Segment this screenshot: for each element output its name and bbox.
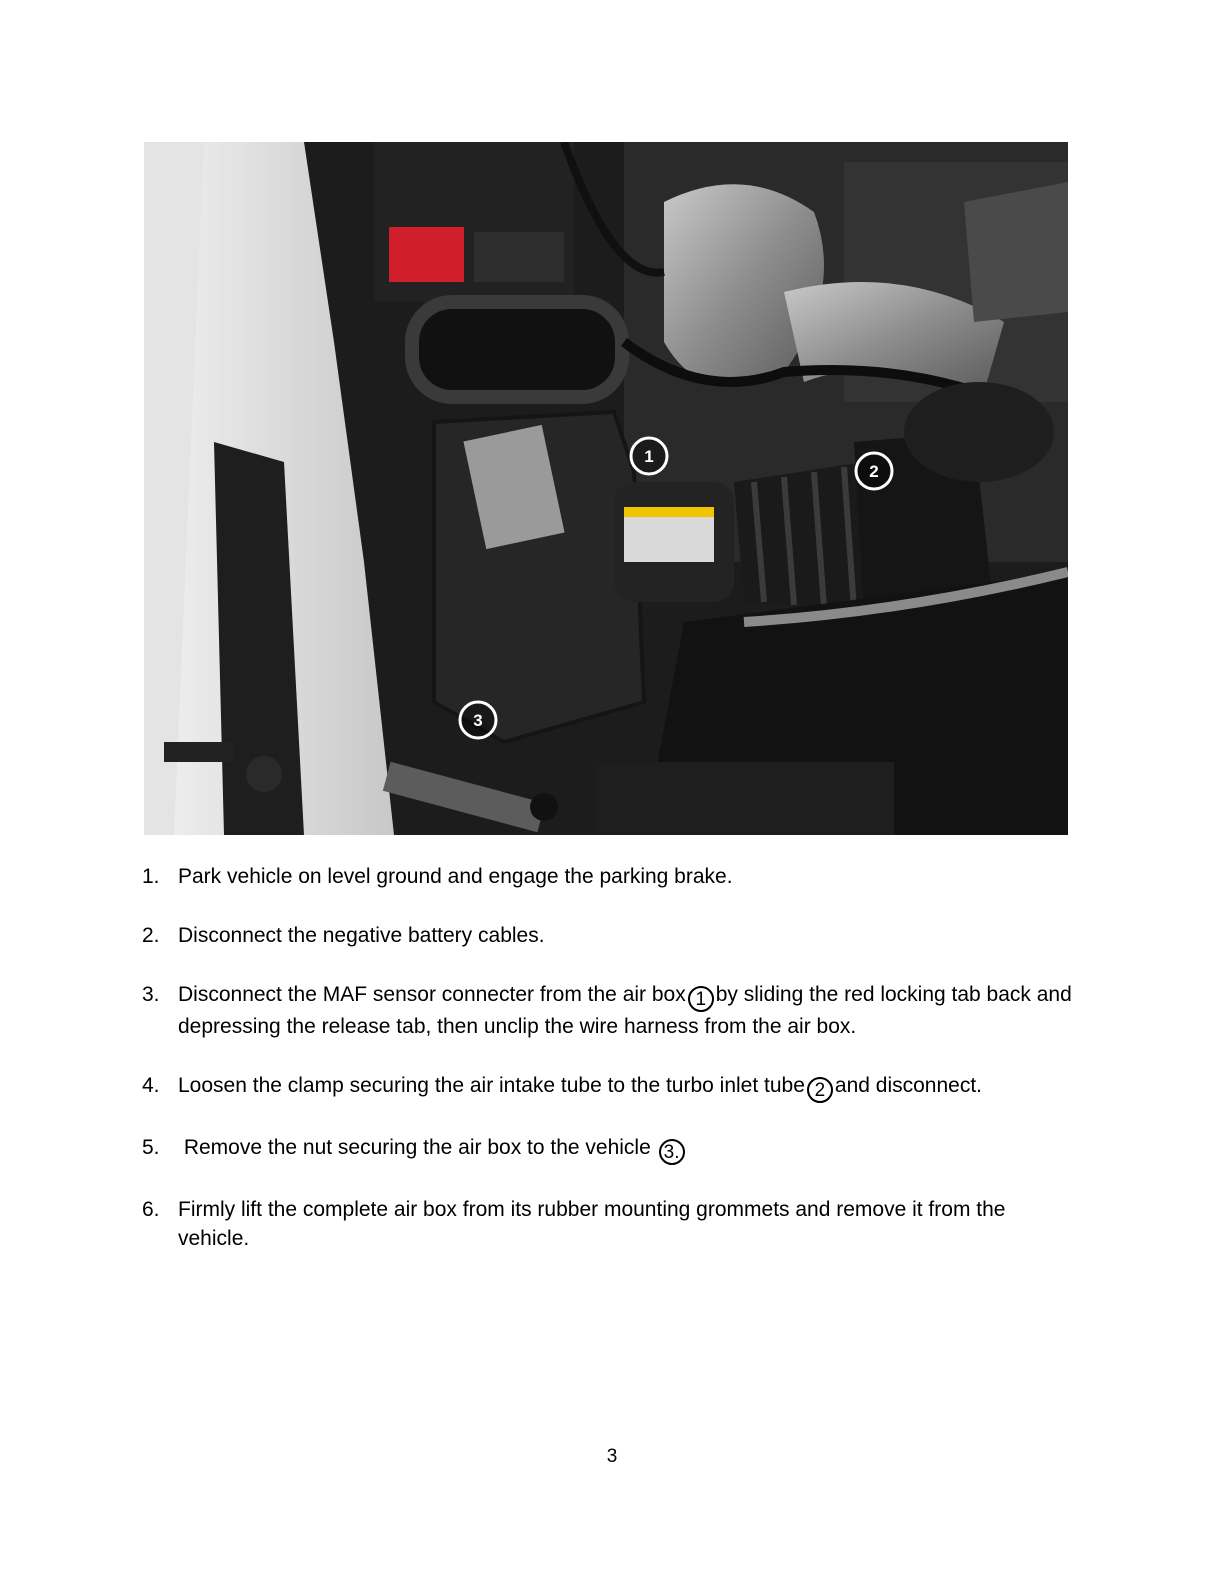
step-text: Park vehicle on level ground and engage the parking brake. — [178, 865, 733, 888]
step-number: 5. — [142, 1136, 160, 1159]
step-4 — [142, 1071, 1082, 1103]
step-callout: 1 — [688, 986, 714, 1012]
callout-2 — [856, 453, 892, 489]
step-text-continued: and disconnect. — [834, 1074, 983, 1097]
engine-bay-photo — [144, 142, 1068, 835]
svg-text:3: 3 — [473, 711, 483, 730]
step-5 — [142, 1133, 1082, 1165]
svg-text:2: 2 — [869, 462, 879, 481]
step-number: 6. — [142, 1198, 160, 1221]
step-text: Firmly lift the complete air box from its rubber mounting grommets and remove it from the vehicle. — [178, 1198, 1006, 1250]
step-number: 2. — [142, 924, 160, 947]
svg-text:1: 1 — [644, 447, 654, 466]
step-1 — [142, 862, 1082, 891]
page-number: 3 — [606, 1446, 618, 1467]
step-2 — [142, 921, 1082, 950]
step-text: Disconnect the negative battery cables. — [178, 924, 545, 947]
step-6 — [142, 1195, 1082, 1253]
step-text: Loosen the clamp securing the air intake tube to the turbo inlet tube — [178, 1074, 805, 1097]
callout-3 — [460, 702, 496, 738]
step-text: Disconnect the MAF sensor connecter from the air box — [178, 983, 686, 1006]
step-number: 3. — [142, 983, 160, 1006]
step-number: 4. — [142, 1074, 160, 1097]
step-text: Remove the nut securing the air box to the vehicle — [178, 1136, 657, 1159]
callout-1 — [631, 438, 667, 474]
step-3 — [142, 980, 1082, 1041]
step-callout: 3. — [659, 1139, 685, 1165]
step-callout: 2 — [807, 1077, 833, 1103]
step-number: 1. — [142, 865, 160, 888]
instruction-list — [142, 862, 1082, 1283]
step-text-continued: by sliding the red locking tab back and depressing the release tab, then unclip the wire harness from the air box. — [178, 983, 1072, 1038]
